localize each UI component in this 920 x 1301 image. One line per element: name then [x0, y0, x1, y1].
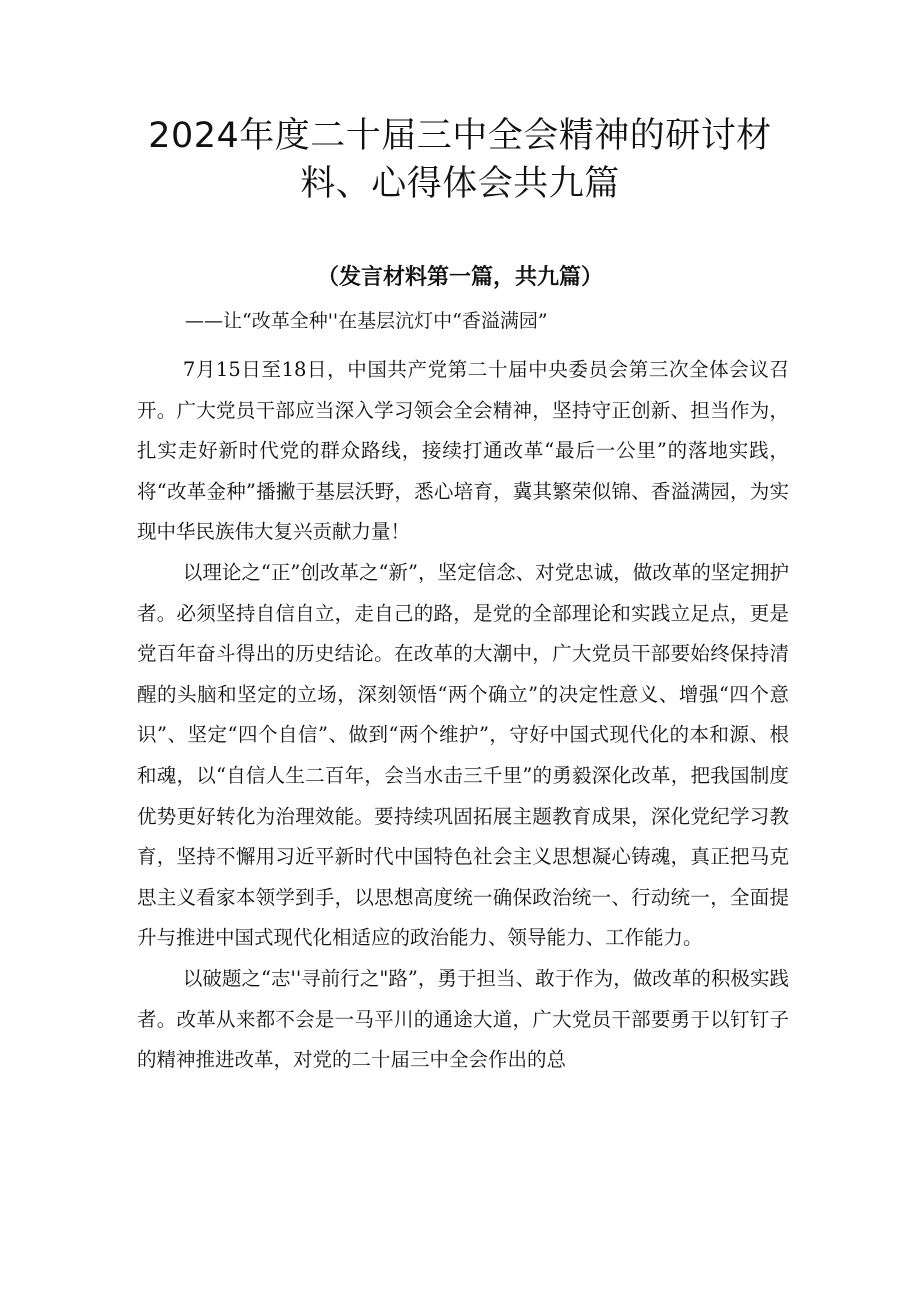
title-line-1: 2024年度二十届三中全会精神的研讨材: [148, 116, 772, 156]
document-title: [100, 112, 820, 208]
section-byline: ——让“改革全种''在基层沆灯中“香溢满园”: [185, 310, 548, 332]
section-subtitle: （发言材料第一篇，共九篇）: [316, 265, 603, 290]
title-line-2: 料、心得体会共九篇: [300, 164, 620, 204]
paragraph-1: 7月15日至18日，中国共产党第二十届中央委员会第三次全体会议召开。广大党员干部应当深入学习领会全会精神，坚持守正创新、担当作为，扎实走好新时代党的群众路线，接续打通改革“最后一公里”的落地实践，将“改革金种”播撇于基层沃野，悉心培育，冀其繁荣似锦、香溢满园，为实现中华民族伟大复兴贡献力量！: [137, 358, 789, 544]
paragraph-3: 以破题之“志''寻前行之"路”，勇于担当、敢于作为，做改革的积极实践者。改革从来都不会是一马平川的通途大道，广大党员干部要勇于以钉钉子的精神推进改革，对党的二十届三中全会作出的总: [137, 966, 789, 1072]
document-body: [137, 350, 789, 1081]
paragraph-2: 以理论之“正”创改革之“新”，坚定信念、对党忠诚，做改革的坚定拥护者。必须坚持自信自立，走自己的路，是党的全部理论和实践立足点，更是党百年奋斗得出的历史结论。在改革的大潮中，广大党员干部要始终保持清醒的头脑和坚定的立场，深刻领悟“两个确立”的决定性意义、增强“四个意识”、坚定“四个自信”、做到“两个维护”，守好中国式现代化的本和源、根和魂，以“自信人生二百年，会当水击三千里”的勇毅深化改革，把我国制度优势更好转化为治理效能。要持续巩固拓展主题教育成果，深化党纪学习教育，坚持不懈用习近平新时代中国特色社会主义思想凝心铸魂，真正把马克思主义看家本领学到手，以思想高度统一确保政治统一、行动统一，全面提升与推进中国式现代化相适应的政治能力、领导能力、工作能力。: [137, 560, 789, 950]
